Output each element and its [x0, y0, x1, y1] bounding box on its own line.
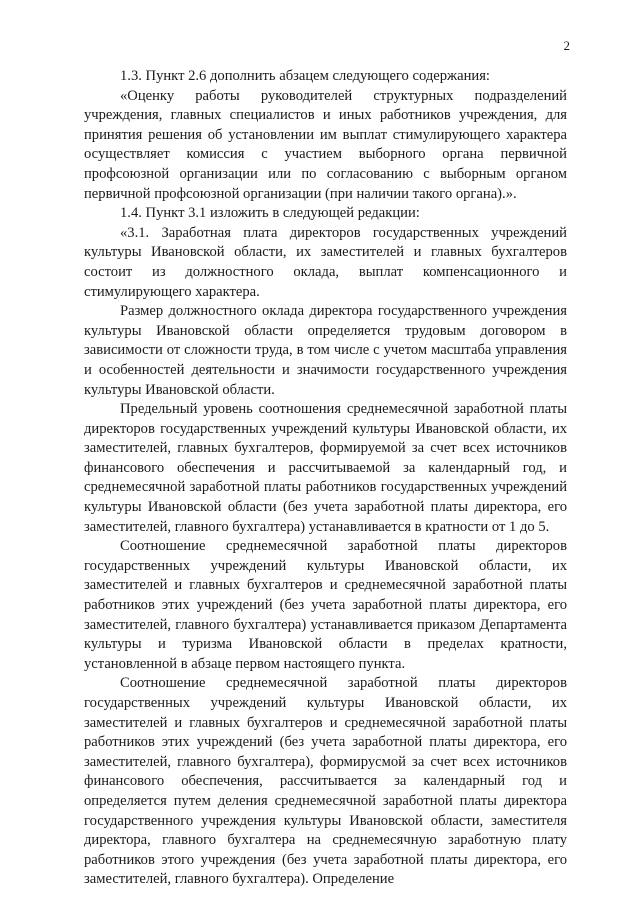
paragraph-ratio-limit: Предельный уровень соотношения среднемесячной заработной платы директоров государственных учреждений культуры Ивановской области, их заместителей, главных бухгалтеров, формируемой за счет всех источников финансового обеспечения и рассчитываемой за календарный год, и среднемесячной заработной платы работников государственных учреждений культуры Ивановской области (без учета заработной платы директора, его заместителей, главного бухгалтера) устанавливается в кратности от 1 до 5.	[84, 401, 567, 535]
page-number: 2	[563, 38, 570, 53]
paragraph-ratio-order: Соотношение среднемесячной заработной платы директоров государственных учреждений культуры Ивановской области, их заместителей и главных бухгалтеров и среднемесячной заработной платы работников этих учреждений (без учета заработной платы директора, его заместителей, главного бухгалтера) устанавливается приказом Департамента культуры и туризма Ивановской области в пределах кратности, установленной в абзаце первом настоящего пункта.	[84, 538, 567, 672]
paragraph-ratio-calculation: Соотношение среднемесячной заработной платы директоров государственных учреждений культуры Ивановской области, их заместителей и главных бухгалтеров и среднемесячной заработной платы работников этих учреждений (без учета заработной платы директора, его заместителей, главного бухгалтера), формирусмой за счет всех источников финансового обеспечения, рассчитывается за календарный год и определяется путем деления среднемесячной заработной платы директора государственного учреждения культуры Ивановской области, заместителя директора, главного бухгалтера на среднемесячную заработную плату работников этого учреждения (без учета заработной платы директора, его заместителей, главного бухгалтера). Определение	[84, 675, 567, 888]
paragraph-item-1-3: 1.3. Пункт 2.6 дополнить абзацем следующего содержания:	[120, 68, 490, 84]
document-body	[84, 67, 567, 890]
paragraph-salary-size: Размер должностного оклада директора государственного учреждения культуры Ивановской области определяется трудовым договором в зависимости от сложности труда, в том числе с учетом масштаба управления и особенностей деятельности и значимости государственного учреждения культуры Ивановской области.	[84, 303, 567, 398]
paragraph-evaluation-commission: «Оценку работы руководителей структурных подразделений учреждения, главных специалистов и иных работников учреждения, для принятия решения об установлении им выплат стимулирующего характера осуществляет комиссия с участием выборного органа первичной профсоюзной организации или по согласованию с выборным органом первичной профсоюзной организации (при наличии такого органа).».	[84, 87, 567, 202]
paragraph-clause-3-1: «3.1. Заработная плата директоров государственных учреждений культуры Ивановской области, их заместителей и главных бухгалтеров состоит из должностного оклада, выплат компенсационного и стимулирующего характера.	[84, 224, 567, 300]
paragraph-item-1-4: 1.4. Пункт 3.1 изложить в следующей редакции:	[120, 205, 420, 222]
